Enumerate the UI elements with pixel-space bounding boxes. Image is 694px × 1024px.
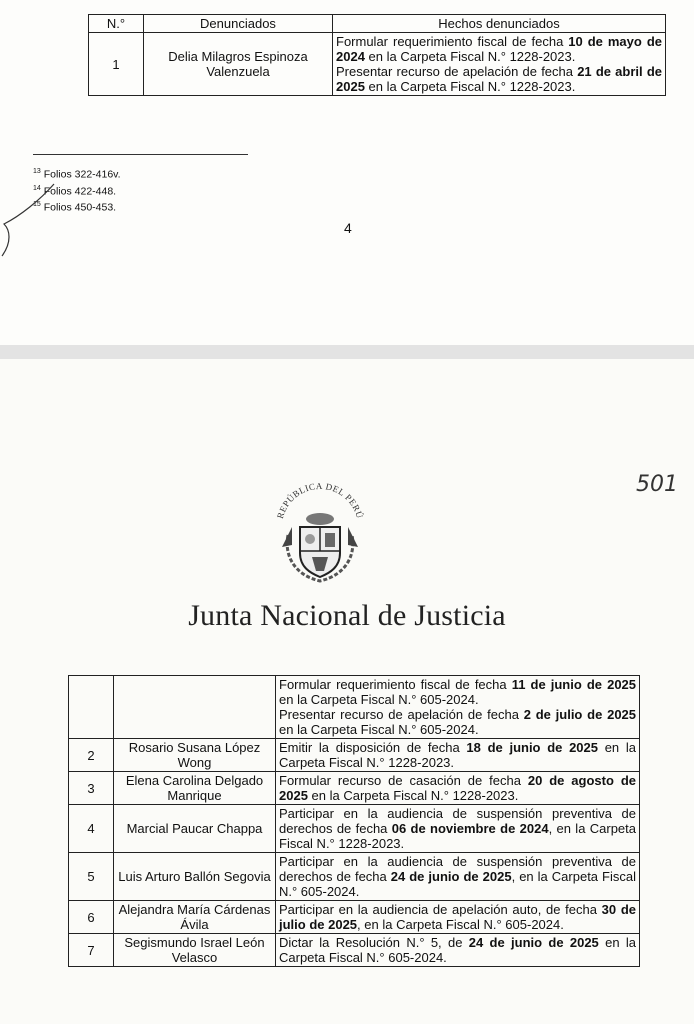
footnote: $^{15}$ Folios 450-453. [33,201,117,214]
page-number: 4 [344,220,352,236]
reported-facts [276,676,640,739]
footnote-number: 13 [33,168,41,175]
document-page-5 [0,359,694,1024]
reported-facts [276,772,640,805]
row-number: 3 [69,772,114,805]
table-header-row [89,15,666,33]
complaints-table-continued [68,675,640,967]
fact-date: 30 de julio de 2025 [279,902,636,932]
table-row [69,739,640,772]
header-accused: Denunciados [144,15,333,33]
page-separator [0,345,694,359]
accused-name: Delia Milagros Espinoza Valenzuela [144,33,333,96]
table-body [89,33,666,96]
table-row [69,901,640,934]
reported-facts [333,33,666,96]
fact-entry: Emitir la disposición de fecha 18 de junio de 2025 en la Carpeta Fiscal N.° 1228-2023. [279,740,636,770]
document-page-4 [0,0,694,345]
pen-stroke-mark [0,180,60,260]
row-number: 4 [69,805,114,853]
fact-date: 10 de mayo de 2024 [336,34,662,64]
footnote: $^{13}$ Folios 322-416v. [33,168,121,181]
fact-date: 2 de julio de 2025 [523,707,637,722]
table-row [69,676,640,739]
table-row [69,853,640,901]
footnote: $^{14}$ Folios 422-448. [33,184,117,197]
fact-date: 24 de junio de 2025 [390,869,512,884]
footnote-number: 14 [33,184,41,192]
reported-facts [276,934,640,967]
fact-date: 11 de junio de 2025 [511,677,637,692]
peru-coat-of-arms-seal [270,475,370,587]
fact-date: 21 de abril de 2025 [336,64,662,94]
accused-name: Luis Arturo Ballón Segovia [114,853,276,901]
row-number: 2 [69,739,114,772]
fact-date: 20 de agosto de 2025 [279,773,637,803]
reported-facts [276,739,640,772]
footnote-divider [33,154,248,155]
row-number: 7 [69,934,114,967]
fact-entry: Formular requerimiento fiscal de fecha 10 de mayo de 2024 en la Carpeta Fiscal N.° 1228-2023. [336,34,662,64]
accused-name: Rosario Susana López Wong [114,739,276,772]
fact-date: 18 de junio de 2025 [466,740,598,755]
complaints-table-top [88,14,666,96]
fact-date: 06 de noviembre de 2024 [391,821,549,836]
row-number [69,676,114,739]
table-row [69,772,640,805]
seal-lettering: REPÚBLICA DEL PERÚ [275,480,365,520]
reported-facts [276,853,640,901]
fact-date: 24 de junio de 2025 [468,935,599,950]
accused-name: Segismundo Israel León Velasco [114,934,276,967]
fact-entry: Presentar recurso de apelación de fecha 2 de julio de 2025 en la Carpeta Fiscal N.° 605-2024. [279,707,637,737]
reported-facts [276,805,640,853]
row-number: 1 [89,33,144,96]
table-body [69,676,640,967]
accused-name [114,676,276,739]
table-row [69,934,640,967]
header-number: N.° [89,15,144,33]
fact-entry: Formular recurso de casación de fecha 20 de agosto de 2025 en la Carpeta Fiscal N.° 1228-2023. [279,773,637,803]
fact-entry: Participar en la audiencia de suspensión preventiva de derechos de fecha 06 de noviembre de 2024, en la Carpeta Fiscal N.° 1228-2023. [279,806,637,851]
institution-title: Junta Nacional de Justicia [188,599,506,632]
fact-entry: Presentar recurso de apelación de fecha 21 de abril de 2025 en la Carpeta Fiscal N.° 1228-2023. [336,64,662,94]
fact-entry: Formular requerimiento fiscal de fecha 11 de junio de 2025 en la Carpeta Fiscal N.° 605-2024. [279,677,637,707]
accused-name: Elena Carolina Delgado Manrique [114,772,276,805]
fact-entry: Participar en la audiencia de apelación auto, de fecha 30 de julio de 2025, en la Carpeta Fiscal N.° 605-2024. [279,902,636,932]
fact-entry: Participar en la audiencia de suspensión preventiva de derechos de fecha 24 de junio de 2025, en la Carpeta Fiscal N.° 605-2024. [279,854,636,899]
table-row [69,805,640,853]
header-facts: Hechos denunciados [333,15,666,33]
handwritten-folio-number: 501 [636,472,678,497]
footnote-number: 15 [33,201,41,208]
fact-entry: Dictar la Resolución N.° 5, de 24 de junio de 2025 en la Carpeta Fiscal N.° 605-2024. [279,935,636,965]
accused-name: Alejandra María Cárdenas Ávila [114,901,276,934]
row-number: 5 [69,853,114,901]
reported-facts [276,901,640,934]
table-row [89,33,666,96]
accused-name: Marcial Paucar Chappa [114,805,276,853]
row-number: 6 [69,901,114,934]
